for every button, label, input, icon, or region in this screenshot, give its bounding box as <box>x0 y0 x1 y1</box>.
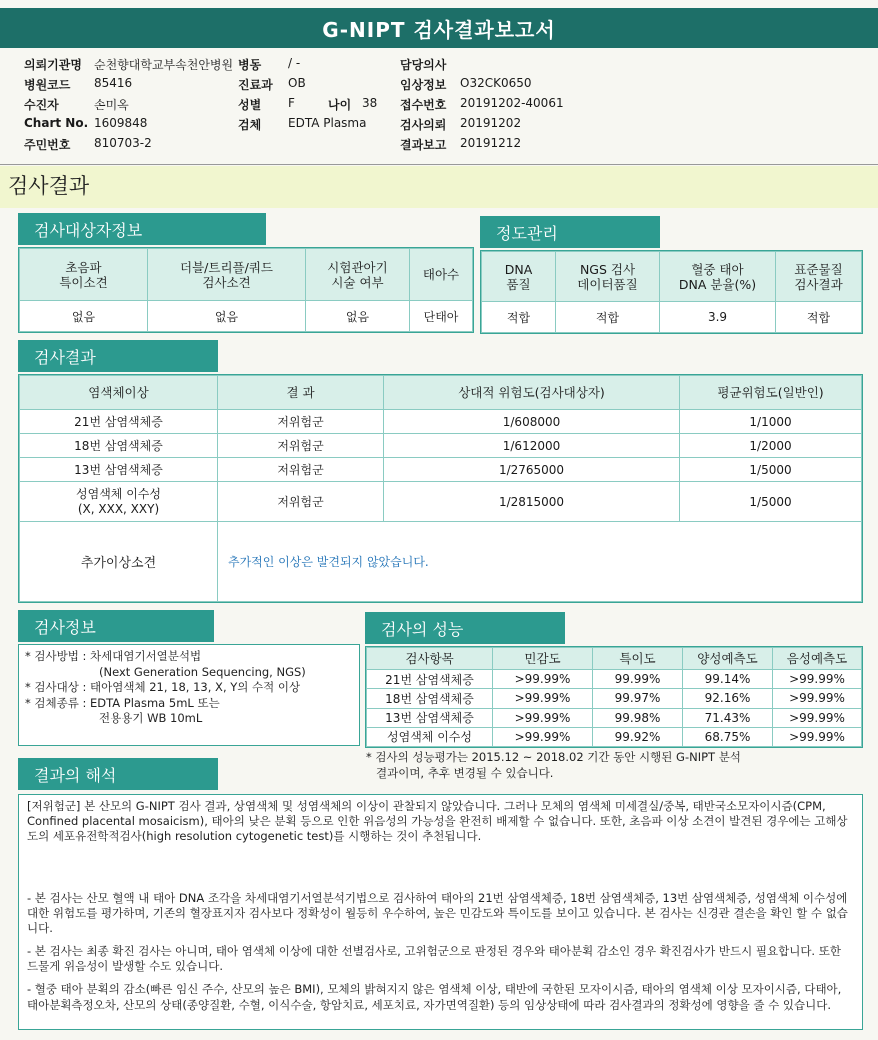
ppv: 99.14% <box>683 670 773 689</box>
test-info-box <box>18 644 360 746</box>
patient-value: 손미옥 <box>94 98 129 112</box>
report-date-value: 20191212 <box>460 136 522 150</box>
qc-tab: 정도관리 <box>480 216 660 248</box>
risk-result: 저위험군 <box>218 458 384 482</box>
chromosome-name: 21번 삼염색체증 <box>20 410 218 434</box>
qc-table <box>480 250 863 334</box>
reference-header: 표준물질 검사결과 <box>776 252 862 302</box>
specificity: 99.97% <box>593 689 683 708</box>
ivf-header: 시험관아기 시술 여부 <box>306 249 410 301</box>
performance-note: * 검사의 성능평가는 2015.12 ~ 2018.02 기간 동안 시행된 G-NIPT 분석 <box>366 750 741 764</box>
age-label: 나이 <box>328 98 352 112</box>
risk-result: 저위험군 <box>218 434 384 458</box>
doctor-label: 담당의사 <box>400 58 447 72</box>
performance-table <box>365 646 863 748</box>
table-row <box>20 410 862 434</box>
npv: >99.99% <box>773 670 862 689</box>
results-tab: 검사결과 <box>18 340 218 372</box>
sex-value: F <box>288 96 295 110</box>
average-risk: 1/5000 <box>680 482 862 522</box>
request-value: 20191202 <box>460 116 522 130</box>
specimen-value: EDTA Plasma <box>288 116 367 130</box>
receipt-label: 접수번호 <box>400 98 447 112</box>
dept-value: OB <box>288 76 306 90</box>
ultrasound-header: 초음파 특이소견 <box>20 249 148 301</box>
ultrasound-value: 없음 <box>20 301 148 332</box>
interpretation-para-3: - 본 검사는 최종 확진 검사는 아니며, 태아 염색체 이상에 대한 선별검사로, 고위험군으로 판정된 경우와 태아분획 감소인 경우 확진검사가 반드시 필요합니다. 또한 드물게 위음성이 발생할 수도 있습니다. <box>27 944 841 974</box>
perf-item: 13번 삼염색체증 <box>367 708 493 727</box>
ngs-quality-value: 적합 <box>556 302 660 333</box>
test-info-tab: 검사정보 <box>18 610 214 642</box>
dna-quality-header: DNA 품질 <box>482 252 556 302</box>
sensitivity: >99.99% <box>493 670 593 689</box>
fetus-count-value: 단태아 <box>410 301 473 332</box>
table-row <box>20 458 862 482</box>
fetus-count-header: 태아수 <box>410 249 473 301</box>
ward-value: / - <box>288 56 301 70</box>
perf-item: 21번 삼염색체증 <box>367 670 493 689</box>
specimen-type-detail: 전용용기 WB 10mL <box>99 711 203 726</box>
relative-risk: 1/612000 <box>384 434 680 458</box>
clinical-label: 임상정보 <box>400 78 447 92</box>
header-divider <box>0 164 878 165</box>
test-method-detail: (Next Generation Sequencing, NGS) <box>99 664 306 679</box>
chromosome-header: 염색체이상 <box>20 376 218 410</box>
specificity: 99.98% <box>593 708 683 727</box>
result-header: 결 과 <box>218 376 384 410</box>
average-risk: 1/2000 <box>680 434 862 458</box>
receipt-value: 20191202-40061 <box>460 96 564 110</box>
ppv: 92.16% <box>683 689 773 708</box>
perf-item-header: 검사항목 <box>367 648 493 670</box>
reference-value: 적합 <box>776 302 862 333</box>
section-title: 검사결과 <box>8 174 90 198</box>
chromosome-name: 18번 삼염색체증 <box>20 434 218 458</box>
test-target: * 검사대상 : 태아염색체 21, 18, 13, X, Y의 수적 이상 <box>25 680 301 695</box>
perf-item: 성염색체 이수성 <box>367 727 493 746</box>
table-row <box>367 708 862 727</box>
dept-label: 진료과 <box>238 78 273 92</box>
performance-note-cont: 결과이며, 추후 변경될 수 있습니다. <box>376 765 554 780</box>
chromosome-name: 성염색체 이수성 (X, XXX, XXY) <box>20 482 218 522</box>
perf-item: 18번 삼염색체증 <box>367 689 493 708</box>
screening-value: 없음 <box>148 301 306 332</box>
fetal-fraction-header: 혈중 태아 DNA 분율(%) <box>660 252 776 302</box>
hospital-code-label: 병원코드 <box>24 78 71 92</box>
chart-label: Chart No. <box>24 116 89 130</box>
relative-risk: 1/2815000 <box>384 482 680 522</box>
subject-info-tab: 검사대상자정보 <box>18 213 266 245</box>
interpretation-para-4: - 혈중 태아 분획의 감소(빠른 임신 주수, 산모의 높은 BMI), 모체의 밝혀지지 않은 염색체 이상, 태반에 국한된 모자이시즘, 태아의 염색체 이상 모자이시즘, 다태아, 태아분획측정오차, 산모의 상태(종양질환, 수혈, 이식수술, 항암치료, 세포치료, 자가면역질환) 등의 임상상태에 따라 검사결과의 정확성에 영향을 줄 수 있습니다. <box>27 982 842 1012</box>
specificity-header: 특이도 <box>593 648 683 670</box>
clinical-value: O32CK0650 <box>460 76 532 90</box>
chromosome-name: 13번 삼염색체증 <box>20 458 218 482</box>
npv-header: 음성예측도 <box>773 648 862 670</box>
rrn-value: 810703-2 <box>94 136 152 150</box>
risk-result: 저위험군 <box>218 482 384 522</box>
fetal-fraction-value: 3.9 <box>660 302 776 333</box>
npv: >99.99% <box>773 689 862 708</box>
screening-header: 더블/트리플/쿼드 검사소견 <box>148 249 306 301</box>
sensitivity: >99.99% <box>493 727 593 746</box>
npv: >99.99% <box>773 708 862 727</box>
institution-value: 순천향대학교부속천안병원 <box>94 58 234 72</box>
table-row <box>20 522 862 602</box>
report-title: G-NIPT 검사결과보고서 <box>0 8 878 48</box>
institution-label: 의뢰기관명 <box>24 58 82 72</box>
results-table <box>18 374 863 603</box>
additional-findings-label: 추가이상소견 <box>20 522 218 602</box>
table-row <box>367 689 862 708</box>
table-row <box>20 434 862 458</box>
rrn-label: 주민번호 <box>24 138 71 152</box>
performance-tab: 검사의 성능 <box>365 612 565 644</box>
table-row <box>367 670 862 689</box>
relative-risk-header: 상대적 위험도(검사대상자) <box>384 376 680 410</box>
age-value: 38 <box>362 96 378 110</box>
ward-label: 병동 <box>238 58 262 72</box>
ngs-quality-header: NGS 검사 데이터품질 <box>556 252 660 302</box>
specimen-type: * 검체종류 : EDTA Plasma 5mL 또는 <box>25 695 220 710</box>
sensitivity-header: 민감도 <box>493 648 593 670</box>
average-risk-header: 평균위험도(일반인) <box>680 376 862 410</box>
hospital-code-value: 85416 <box>94 76 133 90</box>
relative-risk: 1/2765000 <box>384 458 680 482</box>
ppv-header: 양성예측도 <box>683 648 773 670</box>
relative-risk: 1/608000 <box>384 410 680 434</box>
sex-label: 성별 <box>238 98 262 112</box>
average-risk: 1/5000 <box>680 458 862 482</box>
subject-info-table <box>18 247 474 333</box>
specificity: 99.99% <box>593 670 683 689</box>
report-header <box>0 54 878 164</box>
additional-findings-text: 추가적인 이상은 발견되지 않았습니다. <box>218 522 862 602</box>
ivf-value: 없음 <box>306 301 410 332</box>
report-date-label: 결과보고 <box>400 138 447 152</box>
table-row <box>367 727 862 746</box>
dna-quality-value: 적합 <box>482 302 556 333</box>
npv: >99.99% <box>773 727 862 746</box>
interpretation-para-1: [저위험군] 본 산모의 G-NIPT 검사 결과, 상염색체 및 성염색체의 이상이 관찰되지 않았습니다. 그러나 모체의 염색체 미세결실/중복, 태반국소모자이시즘(CPM, Confined placental mosaicism), 태아의 낮은 분획 등으로 인한 위음성의 가능성을 완전히 배제할 수 없습니다. 또한, 초음파 이상 소견이 발견된 경우에는 고해상도의 세포유전학적검사(high resolution cytogenetic test)를 시행하는 것이 추천됩니다. <box>27 799 848 844</box>
section-band <box>0 166 878 208</box>
interpretation-box <box>18 794 863 1030</box>
sensitivity: >99.99% <box>493 689 593 708</box>
request-label: 검사의뢰 <box>400 118 447 132</box>
specimen-label: 검체 <box>238 118 262 132</box>
interpretation-tab: 결과의 해석 <box>18 758 218 790</box>
test-method: * 검사방법 : 차세대염기서열분석법 <box>25 649 202 663</box>
ppv: 71.43% <box>683 708 773 727</box>
ppv: 68.75% <box>683 727 773 746</box>
sensitivity: >99.99% <box>493 708 593 727</box>
chart-value: 1609848 <box>94 116 148 130</box>
average-risk: 1/1000 <box>680 410 862 434</box>
specificity: 99.92% <box>593 727 683 746</box>
interpretation-para-2: - 본 검사는 산모 혈액 내 태아 DNA 조각을 차세대염기서열분석기법으로 검사하여 태아의 21번 삼염색체증, 18번 삼염색체증, 13번 삼염색체증, 성염색체 이수성에 대한 위험도를 평가하며, 기존의 혈장표지자 검사보다 정확성이 월등히 우수하여, 높은 민감도와 특이도를 보이고 있습니다. 본 검사는 신경관 결손을 확인 할 수 없습니다. <box>27 890 848 935</box>
table-row <box>20 482 862 522</box>
patient-label: 수진자 <box>24 98 59 112</box>
risk-result: 저위험군 <box>218 410 384 434</box>
